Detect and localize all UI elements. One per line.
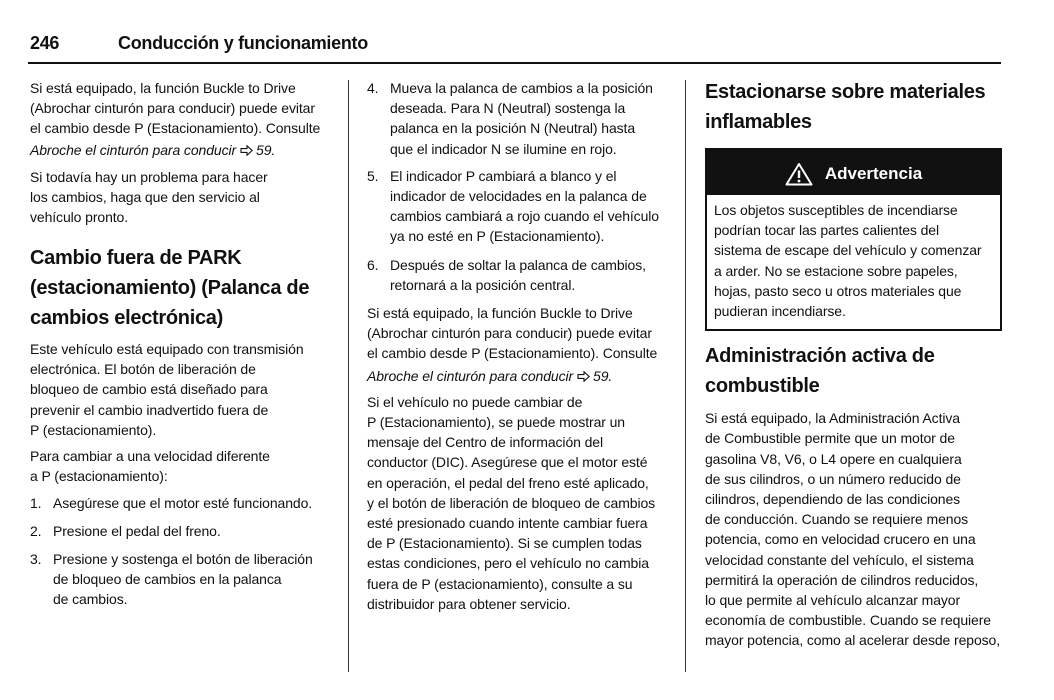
cross-reference xyxy=(367,366,667,386)
page-number: 246 xyxy=(30,33,60,53)
text-line: de conducción. Cuando se requiere menos xyxy=(705,511,969,528)
list-item-number: 5. xyxy=(367,167,379,184)
paragraph xyxy=(30,446,335,486)
warning-body xyxy=(707,195,1000,329)
text-line: Si el vehículo no puede cambiar de xyxy=(367,393,583,410)
text-line: economía de combustible. Cuando se requiere xyxy=(705,612,991,629)
text-line: Presione y sostenga el botón de liberación xyxy=(53,550,313,567)
page-reference-arrow-icon xyxy=(240,145,253,156)
text-line: indicador de velocidades en la palanca de xyxy=(390,188,647,205)
paragraph xyxy=(367,392,667,614)
list-item xyxy=(367,78,667,159)
text-line: Para cambiar a una velocidad diferente xyxy=(30,448,270,465)
text-line: podrían tocar las partes calientes del xyxy=(714,222,939,239)
warning-title: Advertencia xyxy=(824,163,923,183)
text-line: el cambio desde P (Estacionamiento). Consulte xyxy=(367,345,658,362)
paragraph xyxy=(30,339,335,440)
cross-reference-text: Abroche el cinturón para conducir xyxy=(367,367,574,384)
text-line: pudieran incendiarse. xyxy=(714,303,846,320)
section-heading xyxy=(705,77,1002,137)
cross-reference-page: 59. xyxy=(256,141,276,158)
list-item-number: 1. xyxy=(30,495,42,512)
text-line: cilindros, dependiendo de las condiciones xyxy=(705,491,961,508)
text-line: Si está equipado, la función Buckle to Drive xyxy=(367,305,633,322)
list-item xyxy=(30,549,335,610)
text-line: Si está equipado, la función Buckle to Drive xyxy=(30,80,296,96)
heading-line: combustible xyxy=(705,375,820,398)
text-line: gasolina V8, V6, o L4 opere en cualquiera xyxy=(705,450,962,467)
column-right xyxy=(705,77,1002,651)
list-item xyxy=(30,493,335,513)
text-line: electrónica. El botón de liberación de xyxy=(30,361,256,378)
text-line: deseada. Para N (Neutral) sostenga la xyxy=(390,100,626,117)
column-middle xyxy=(367,78,667,614)
text-line: mensaje del Centro de información del xyxy=(367,434,603,451)
warning-box xyxy=(705,148,1002,331)
paragraph xyxy=(30,167,335,228)
heading-line: Estacionarse sobre materiales xyxy=(705,81,986,103)
header-rule xyxy=(28,62,1001,64)
text-line: sistema de escape del vehículo y comenzar xyxy=(714,242,982,259)
text-line: bloqueo de cambio está diseñado para xyxy=(30,381,268,398)
paragraph xyxy=(705,408,1002,650)
text-line: Los objetos susceptibles de incendiarse xyxy=(714,202,958,218)
cross-reference-text: Abroche el cinturón para conducir xyxy=(30,141,237,158)
text-line: que el indicador N se ilumine en rojo. xyxy=(390,140,617,157)
list-item xyxy=(367,255,667,295)
page-reference-arrow-icon xyxy=(577,371,590,382)
cross-reference xyxy=(30,140,335,160)
text-line: distribuidor para obtener servicio. xyxy=(367,595,571,612)
list-item xyxy=(30,521,335,541)
text-line: Asegúrese que el motor esté funcionando. xyxy=(53,495,313,512)
text-line: vehículo pronto. xyxy=(30,209,129,226)
text-line: permitirá la operación de cilindros reducidos, xyxy=(705,571,979,588)
heading-line: Cambio fuera de PARK xyxy=(30,247,242,270)
text-line: P (Estacionamiento), se puede mostrar un xyxy=(367,414,625,431)
text-line: cambios cambiará a rojo cuando el vehículo xyxy=(390,208,659,225)
text-line: fuera de P (estacionamiento), consulte a su xyxy=(367,575,633,592)
text-line: velocidad constante del vehículo, el sistema xyxy=(705,551,974,568)
text-line: lo que permite al vehículo alcanzar mayor xyxy=(705,592,961,609)
text-line: potencia, como en velocidad crucero en una xyxy=(705,531,976,548)
paragraph xyxy=(367,303,667,386)
text-line: de P (Estacionamiento). Si se cumplen todas xyxy=(367,535,642,552)
text-line: mayor potencia, como al acelerar desde reposo, xyxy=(705,632,1001,649)
column-divider xyxy=(348,80,349,672)
warning-icon xyxy=(785,162,813,186)
heading-line: (estacionamiento) (Palanca de xyxy=(30,277,310,300)
heading-line: cambios electrónica) xyxy=(30,307,223,330)
cross-reference-page: 59. xyxy=(593,367,613,384)
text-line: de bloqueo de cambios en la palanca xyxy=(53,571,282,588)
text-line: el cambio desde P (Estacionamiento). Consulte xyxy=(30,120,321,137)
text-line: en operación, el pedal del freno esté aplicado, xyxy=(367,474,649,491)
text-line: Si todavía hay un problema para hacer xyxy=(30,168,268,185)
section-title: Conducción y funcionamiento xyxy=(118,33,368,53)
text-line: a P (estacionamiento): xyxy=(30,468,168,485)
text-line: Presione el pedal del freno. xyxy=(53,523,221,540)
text-line: El indicador P cambiará a blanco y el xyxy=(390,167,617,184)
column-divider xyxy=(685,80,686,672)
list-item xyxy=(367,166,667,247)
text-line: de Combustible permite que un motor de xyxy=(705,430,955,447)
text-line: los cambios, haga que den servicio al xyxy=(30,189,260,206)
text-line: prevenir el cambio inadvertido fuera de xyxy=(30,401,269,418)
text-line: Mueva la palanca de cambios a la posición xyxy=(390,80,653,96)
list-item-number: 3. xyxy=(30,550,42,567)
text-line: hojas, pasto seco u otros materiales que xyxy=(714,282,962,299)
text-line: P (estacionamiento). xyxy=(30,421,157,438)
text-line: palanca en la posición N (Neutral) hasta xyxy=(390,120,636,137)
text-line: (Abrochar cinturón para conducir) puede evitar xyxy=(367,325,652,342)
section-heading xyxy=(705,341,1002,401)
text-line: Este vehículo está equipado con transmisión xyxy=(30,341,304,358)
list-item-number: 2. xyxy=(30,523,42,540)
text-line: ya no esté en P (Estacionamiento). xyxy=(390,228,605,245)
text-line: estas condiciones, pero el vehículo no cambia xyxy=(367,555,649,572)
paragraph xyxy=(30,78,335,160)
list-item-number: 4. xyxy=(367,80,379,96)
text-line: conductor (DIC). Asegúrese que el motor esté xyxy=(367,454,648,471)
text-line: (Abrochar cinturón para conducir) puede evitar xyxy=(30,100,315,117)
heading-line: Administración activa de xyxy=(705,345,935,368)
heading-line: inflamables xyxy=(705,111,812,133)
list-item-number: 6. xyxy=(367,256,379,273)
text-line: Después de soltar la palanca de cambios, xyxy=(390,256,646,273)
text-line: retornará a la posición central. xyxy=(390,276,576,293)
warning-header xyxy=(707,150,1000,195)
text-line: de sus cilindros, o un número reducido de xyxy=(705,470,961,487)
section-heading xyxy=(30,243,335,333)
text-line: Si está equipado, la Administración Activa xyxy=(705,410,960,427)
text-line: esté presionado cuando intente cambiar fuera xyxy=(367,515,648,532)
column-left xyxy=(30,78,335,609)
page-header xyxy=(30,31,430,55)
text-line: de cambios. xyxy=(53,591,128,608)
text-line: y el botón de liberación de bloqueo de cambios xyxy=(367,494,656,511)
text-line: a arder. No se estacione sobre papeles, xyxy=(714,262,958,279)
